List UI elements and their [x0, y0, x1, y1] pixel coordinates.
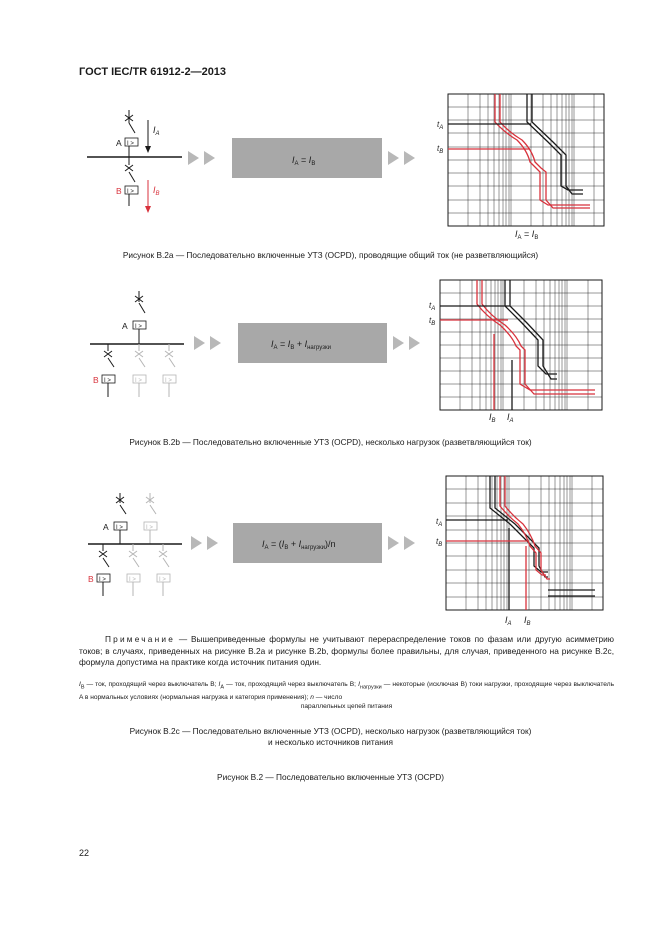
- svg-text:I >: I >: [116, 525, 123, 531]
- current-ib-label: $I_B$: [153, 185, 160, 197]
- axis-ta-label-b2b: $t_A$: [429, 301, 436, 312]
- axis-ta-label: $t_A$: [437, 120, 444, 131]
- axis-ib-label-b2c: $I_B$: [524, 615, 531, 627]
- axis-tb-label: $t_B$: [437, 144, 444, 155]
- axis-tb-label-b2c: $t_B$: [436, 537, 443, 548]
- arrows-left-b2c: [191, 536, 218, 550]
- current-ia-label: $I_A$: [153, 125, 160, 137]
- tc-chart-b2c: [436, 476, 603, 627]
- axis-ia-label-b2b: $I_A$: [507, 412, 514, 424]
- circuit-b2c: [88, 493, 182, 596]
- arrows-right-b2c: [388, 536, 415, 550]
- caption-b2b: Рисунок B.2b — Последовательно включенные УТЗ (OCPD), несколько нагрузок (разветвляющийся ток): [129, 437, 532, 447]
- note-text: — Вышеприведенные формулы не учитывают перераспределение токов по фазам или другую асимметрию токов; в случаях, приведенных на рисунке B.2a и рисунке B.2b, формулы более правильны, для случая, приведенного на рисунке B.2c, формула допустима на практике когда источник питания один.: [79, 634, 614, 667]
- note-paragraph: [79, 634, 614, 669]
- axis-ia-label-b2c: $I_A$: [505, 615, 512, 627]
- axis-ta-label-b2c: $t_A$: [436, 517, 443, 528]
- breaker-a-label: A: [116, 138, 122, 148]
- svg-text:I >: I >: [146, 525, 153, 531]
- breaker-a-label-b2b: A: [122, 321, 128, 331]
- caption-b2c: Рисунок B.2c — Последовательно включенные УТЗ (OCPD), несколько нагрузок (разветвляющийся ток) и несколько источников питания: [129, 726, 532, 747]
- svg-text:I >: I >: [165, 378, 172, 384]
- legend-paragraph: $I_B$ — ток, проходящий через выключатель B; $I_A$ — ток, проходящий через выключатель B; $I_{нагрузки}$ — некоторые (исключая B) токи нагрузки, проходящие через выключатель A в нормальных условиях (нормальная нагрузка и категория применения); n — число параллельных цепей питания: [79, 681, 615, 711]
- svg-text:I >: I >: [127, 189, 134, 195]
- svg-text:I >: I >: [135, 324, 142, 330]
- formula-b2a: $I_A = I_B$: [292, 155, 316, 167]
- axis-ib-label-b2b: $I_B$: [489, 412, 496, 424]
- breaker-b-label-b2b: B: [93, 375, 99, 385]
- svg-text:I >: I >: [99, 577, 106, 583]
- axis-tb-label-b2b: $t_B$: [429, 316, 436, 327]
- main-caption: Рисунок B.2 — Последовательно включенные УТЗ (OCPD): [217, 772, 444, 782]
- breaker-b-label-b2c: B: [88, 574, 94, 584]
- formula-b2b: $I_A = I_B + I_{нагрузки}$: [271, 339, 331, 351]
- formula-b2c: $I_A = (I_B + I_{нагрузки})/n$: [262, 539, 336, 551]
- note-prefix: Примечание: [105, 634, 176, 644]
- axis-x-label-b2a: $I_A = I_B$: [515, 229, 539, 241]
- relay-a-label: I >: [127, 141, 134, 147]
- svg-text:I >: I >: [135, 378, 142, 384]
- page-number: 22: [79, 848, 90, 858]
- breaker-b-label: B: [116, 186, 122, 196]
- svg-text:I >: I >: [159, 577, 166, 583]
- svg-text:I >: I >: [129, 577, 136, 583]
- document-header: ГОСТ IEC/TR 61912-2—2013: [79, 66, 227, 78]
- caption-b2a: Рисунок B.2a — Последовательно включенные УТЗ (OCPD), проводящие общий ток (не разветвляющийся): [122, 250, 539, 260]
- svg-text:I >: I >: [104, 378, 111, 384]
- breaker-a-label-b2c: A: [103, 522, 109, 532]
- formula-box-b2c: [233, 523, 382, 563]
